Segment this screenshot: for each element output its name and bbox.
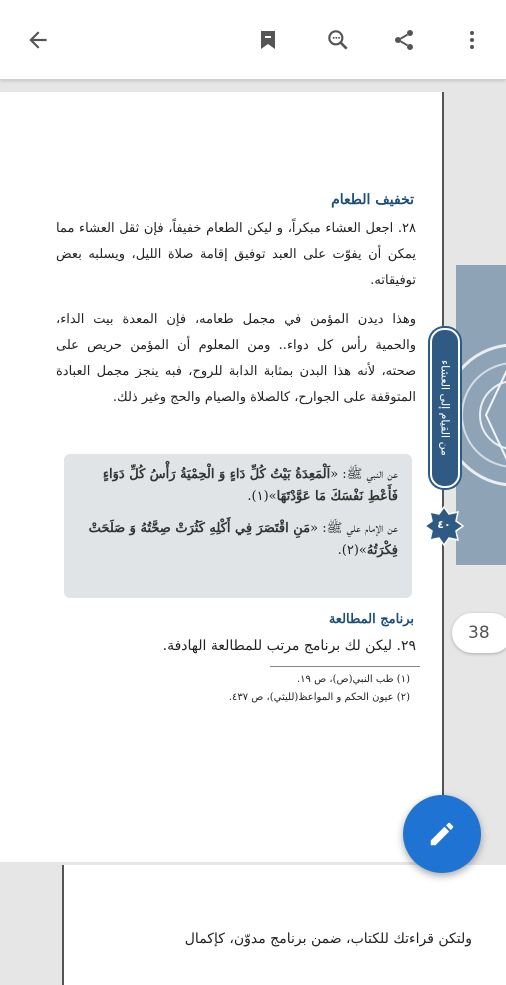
hadith-text: اَلْمَعِدَةُ بَيْتُ كُلِّ دَاءٍ وَ الْحِمْيَةُ رَأْسُ كُلِّ دَوَاءٍ فَأَعْطِ نَفْسَكَ مَا عَوَّدْتَهَا [102, 467, 398, 504]
hadith-intro: عن النبي ﷺ: « [330, 467, 398, 482]
share-button[interactable] [382, 18, 426, 62]
section-heading-reading: برنامج المطالعة [328, 612, 414, 627]
share-icon [392, 28, 416, 52]
more-options-button[interactable] [450, 18, 494, 62]
chapter-ribbon-label: من القيام إلى العشاء [438, 360, 452, 456]
footnote-1: (١) طب النبي(ص)، ص ١٩. [296, 674, 410, 685]
page-indicator-chip[interactable]: 38 [452, 613, 506, 653]
footnote-2: (٢) عيون الحكم و المواعظ(لليثي)، ص ٤٣٧. [228, 692, 410, 703]
hadith-ref: »(١). [247, 489, 277, 504]
hadith-box [64, 454, 412, 598]
back-button[interactable] [16, 18, 60, 62]
hadith-ref: »(٢). [337, 543, 367, 558]
search-icon [325, 27, 351, 53]
document-viewer[interactable] [0, 80, 506, 947]
search-button[interactable] [316, 18, 360, 62]
hadith-imam-ali [78, 518, 398, 562]
arrow-left-icon [25, 27, 51, 53]
chapter-ribbon [430, 328, 460, 488]
edit-fab[interactable] [403, 795, 481, 873]
paragraph-29: ٢٩. ليكن لك برنامج مرتب للمطالعة الهادفة. [162, 638, 416, 654]
paragraph-28: ٢٨. اجعل العشاء مبكراً، و ليكن الطعام خفيفاً، فإن ثقل العشاء مما يمكن أن يفوّت على العبد توفيق إقامة صلاة الليل، ويسلبه بعض توفيقاته. [56, 221, 416, 288]
section-heading-diet: تخفيف الطعام [331, 192, 414, 208]
next-page [62, 865, 506, 985]
document-page [0, 92, 444, 862]
more-vertical-icon [460, 28, 484, 52]
footnote-divider [270, 666, 420, 667]
next-page-text: ولتكن قراءتك للكتاب، ضمن برنامج مدوّن، كإكمال [184, 931, 472, 947]
hadith-text: مَنِ اقْتَصَرَ فِي أَكْلِهِ كَثُرَتْ صِحَّتُهُ وَ صَلَحَتْ فِكْرَتُهُ [88, 521, 398, 558]
hadith-prophet [78, 464, 398, 508]
app-bar [0, 0, 506, 80]
bookmark-button[interactable] [246, 18, 290, 62]
pencil-icon [427, 819, 457, 849]
bookmark-icon [256, 28, 280, 52]
hadith-intro: عن الإمام علي ﷺ: « [310, 521, 398, 536]
page-number-badge [424, 506, 464, 546]
paragraph-stomach: وهذا ديدن المؤمن في مجمل طعامه، فإن المعدة بيت الداء، والحمية رأس كل دواء.. ومن المعلوم أن المؤمن حريص على صحته، لأنه هذا البدن بمثابة الدابة للروح، فبه ينجز مجمل العبادة المتوقفة على الجوارح، كالصلاة والصيام والحج وغير ذلك. [56, 312, 416, 405]
page-number-label: ٤٠ [437, 518, 451, 531]
